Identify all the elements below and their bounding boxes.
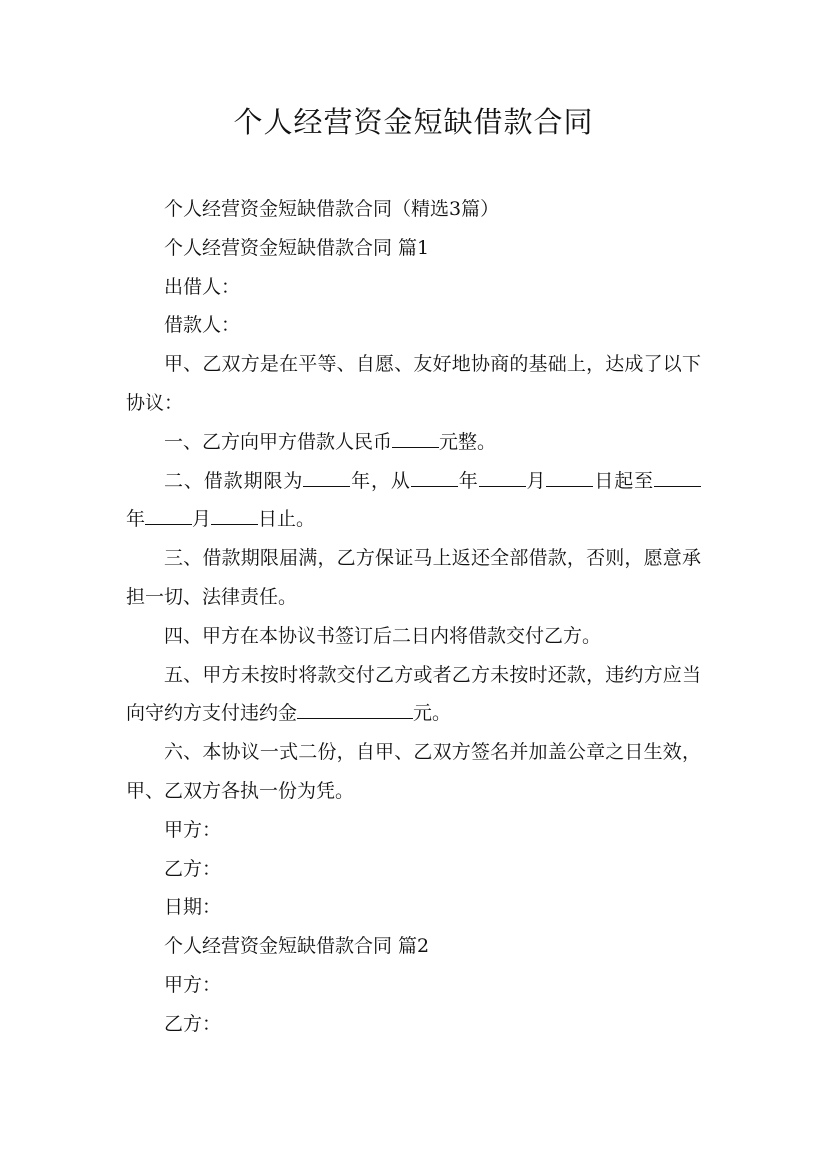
- document-body: [126, 190, 701, 1044]
- clause-2-text-g: 月: [192, 508, 212, 531]
- document-title: 个人经营资金短缺借款合同: [233, 105, 594, 139]
- preamble-paragraph: 甲、乙双方是在平等、自愿、友好地协商的基础上，达成了以下协议：: [126, 353, 701, 414]
- clause-5-text-b: 元。: [413, 702, 452, 725]
- clause-1-text-b: 元整。: [439, 430, 497, 453]
- start-day-blank: [546, 466, 593, 487]
- clause-3: 三、借款期限届满，乙方保证马上返还全部借款，否则，愿意承担一切、法律责任。: [126, 547, 701, 608]
- party-a-label: 甲方：: [164, 818, 222, 841]
- clause-2-text-h: 日止。: [258, 508, 316, 531]
- start-month-blank: [479, 466, 526, 487]
- clause-2-text-a: 二、借款期限为: [164, 469, 304, 492]
- lender-label: 出借人：: [164, 275, 241, 298]
- clause-2-text-d: 月: [525, 469, 547, 492]
- clause-2: [126, 462, 701, 540]
- clause-5: [126, 656, 701, 734]
- clause-2-text-b: 年，从: [350, 469, 411, 492]
- penalty-blank: [297, 698, 413, 719]
- party-b-label: 乙方：: [164, 857, 222, 880]
- start-year-blank: [411, 466, 458, 487]
- date-label: 日期：: [164, 896, 222, 919]
- clause-1: [126, 423, 701, 462]
- clause-2-text-c: 年: [457, 469, 479, 492]
- clause-1-text-a: 一、乙方向甲方借款人民币: [164, 430, 393, 453]
- term-years-blank: [303, 466, 350, 487]
- part2-heading: 个人经营资金短缺借款合同 篇2: [164, 935, 430, 958]
- part2-party-a-label: 甲方：: [164, 973, 222, 996]
- intro-line: 个人经营资金短缺借款合同（精选3篇）: [164, 198, 500, 220]
- clause-4: 四、甲方在本协议书签订后二日内将借款交付乙方。: [164, 624, 602, 647]
- end-month-blank: [145, 504, 192, 525]
- end-day-blank: [211, 504, 258, 525]
- amount-blank: [392, 427, 439, 448]
- clause-2-text-e: 日起至: [593, 469, 654, 492]
- clause-5-text-a: 五、甲方未按时将款交付乙方或者乙方未按时还款，违约方应当向守约方支付违约金: [126, 663, 701, 725]
- borrower-label: 借款人：: [164, 314, 241, 337]
- end-year-blank: [654, 466, 701, 487]
- part1-heading: 个人经营资金短缺借款合同 篇1: [164, 236, 430, 259]
- clause-6: 六、本协议一式二份，自甲、乙双方签名并加盖公章之日生效，甲、乙双方各执一份为凭。: [126, 741, 701, 802]
- clause-2-text-f: 年: [126, 508, 146, 531]
- part2-party-b-label: 乙方：: [164, 1012, 222, 1035]
